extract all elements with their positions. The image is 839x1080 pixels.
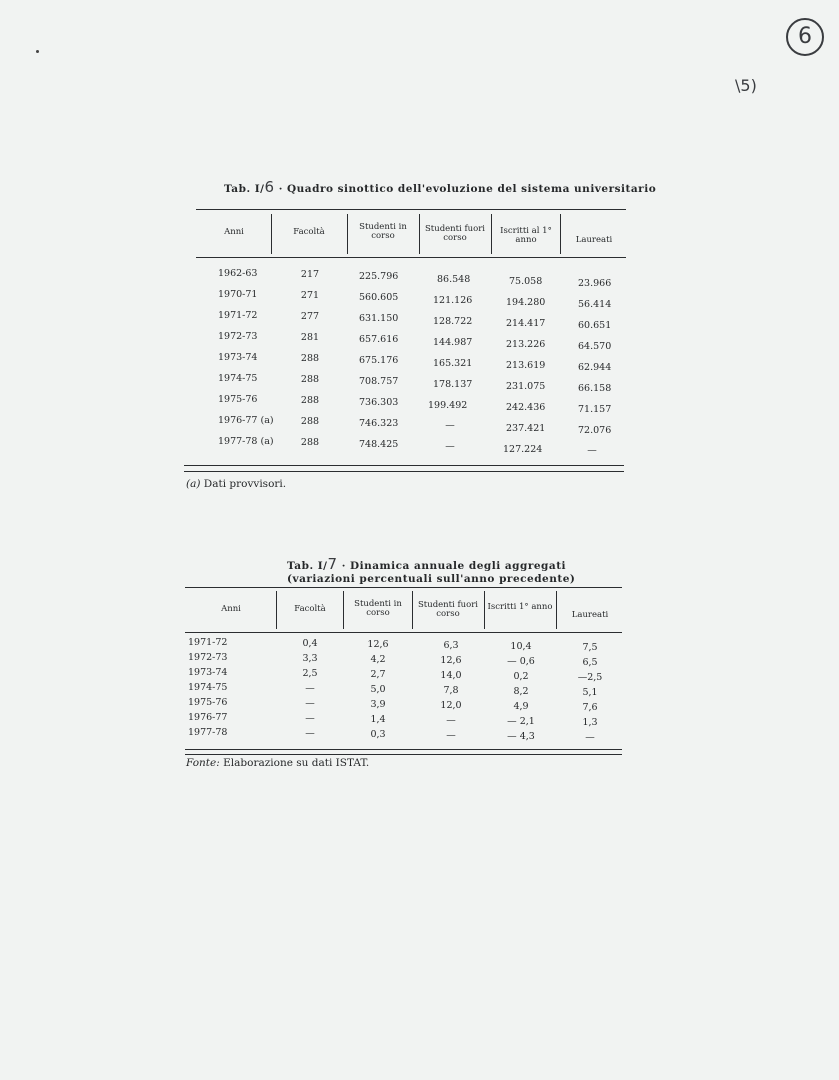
table2-header-facolta: Facoltà xyxy=(294,604,326,614)
table2-cell-laureati: 6,5 xyxy=(582,657,598,668)
table1-cell-anni: 1973-74 xyxy=(218,352,258,363)
table2-cell-anni: 1973-74 xyxy=(188,667,228,678)
table2-cell-iscritti: — 0,6 xyxy=(507,656,535,667)
table1-note-label: (a) xyxy=(186,478,201,490)
table1-title-prefix: Tab. I/ xyxy=(224,183,265,195)
table1-cell-laureati: — xyxy=(587,445,597,456)
table2-top-rule xyxy=(185,587,622,588)
table2-cell-iscritti: 10,4 xyxy=(510,641,532,652)
table2-cell-anni: 1975-76 xyxy=(188,697,228,708)
table2-source xyxy=(186,757,369,769)
table1-cell-laureati: 64.570 xyxy=(578,341,612,352)
table2-title-line1: · Dinamica annuale degli aggregati xyxy=(341,560,567,572)
table2-col-divider xyxy=(484,591,485,629)
table1-note-text: Dati provvisori. xyxy=(203,478,287,490)
table2-cell-facolta: 3,3 xyxy=(302,653,318,664)
table2-cell-anni: 1974-75 xyxy=(188,682,228,693)
table1-cell-fuori-corso: 86.548 xyxy=(437,274,471,285)
table2-cell-in-corso: 12,6 xyxy=(367,639,389,650)
table2-cell-in-corso: 0,3 xyxy=(370,729,386,740)
table2-cell-fuori-corso: 14,0 xyxy=(440,670,462,681)
table2-cell-iscritti: 4,9 xyxy=(513,701,529,712)
table1-header-laureati: Laureati xyxy=(575,235,613,245)
table2-cell-anni: 1971-72 xyxy=(188,637,228,648)
table1-header-facolta: Facoltà xyxy=(293,227,325,237)
table1-cell-fuori-corso: 121.126 xyxy=(433,295,473,306)
table1-cell-in-corso: 631.150 xyxy=(359,313,399,324)
table1-cell-facolta: 217 xyxy=(300,269,320,280)
table2-cell-anni: 1977-78 xyxy=(188,727,228,738)
table1-header-studenti-fuori-corso: Studenti fuori corso xyxy=(424,224,485,243)
table1-cell-anni: 1962-63 xyxy=(218,268,258,279)
table2-cell-facolta: — xyxy=(305,698,315,709)
table2-title xyxy=(287,555,575,585)
table2-cell-iscritti: — 2,1 xyxy=(507,716,535,727)
table2-cell-facolta: — xyxy=(305,683,315,694)
table1-cell-in-corso: 657.616 xyxy=(359,334,399,345)
table1-cell-laureati: 66.158 xyxy=(578,383,612,394)
table2-cell-in-corso: 4,2 xyxy=(370,654,386,665)
table2-header-anni: Anni xyxy=(221,604,241,614)
table2-header-rule xyxy=(185,632,622,633)
table1-header-iscritti: Iscritti al 1° anno xyxy=(500,226,552,245)
table1-title xyxy=(224,178,656,196)
table2-header-laureati: Laureati xyxy=(571,610,609,620)
table2-cell-anni: 1976-77 xyxy=(188,712,228,723)
table1-cell-iscritti: 213.226 xyxy=(506,339,546,350)
table2-col-divider xyxy=(343,591,344,629)
table2-cell-in-corso: 5,0 xyxy=(370,684,386,695)
table1-col-divider xyxy=(491,214,492,254)
table1-cell-laureati: 60.651 xyxy=(578,320,612,331)
table1-cell-facolta: 271 xyxy=(300,290,320,301)
table2-bottom-rule-2 xyxy=(185,754,622,755)
table1-title-number: 6 xyxy=(264,178,275,196)
table1-bottom-rule xyxy=(184,465,624,466)
table1-header-rule xyxy=(196,257,626,258)
table2-cell-laureati: — xyxy=(585,732,595,743)
table1-cell-anni: 1970-71 xyxy=(218,289,258,300)
table2-cell-laureati: 5,1 xyxy=(582,687,598,698)
table1-cell-iscritti: 127.224 xyxy=(503,444,543,455)
table1-cell-laureati: 72.076 xyxy=(578,425,612,436)
table2-title-line2: (variazioni percentuali sull'anno precedente) xyxy=(287,573,576,585)
table1-cell-iscritti: 231.075 xyxy=(506,381,546,392)
table2-header-studenti-fuori-corso: Studenti fuori corso xyxy=(417,600,478,619)
table1-cell-iscritti: 242.436 xyxy=(506,402,546,413)
table1-cell-anni: 1977-78 (a) xyxy=(218,436,274,447)
table2-cell-laureati: —2,5 xyxy=(577,672,603,683)
table2-cell-in-corso: 2,7 xyxy=(370,669,386,680)
table1-cell-fuori-corso: 199.492 xyxy=(428,400,468,411)
table1-cell-facolta: 288 xyxy=(300,353,320,364)
table1-cell-anni: 1974-75 xyxy=(218,373,258,384)
table1-cell-in-corso: 746.323 xyxy=(359,418,399,429)
table2-cell-fuori-corso: 6,3 xyxy=(443,640,459,651)
table1-cell-in-corso: 675.176 xyxy=(359,355,399,366)
table2-col-divider xyxy=(412,591,413,629)
table2-col-divider xyxy=(276,591,277,629)
table1-cell-iscritti: 213.619 xyxy=(506,360,546,371)
speck xyxy=(36,50,39,53)
table1-cell-anni: 1971-72 xyxy=(218,310,258,321)
table2-cell-in-corso: 3,9 xyxy=(370,699,386,710)
table1-note xyxy=(186,478,286,490)
table2-cell-fuori-corso: — xyxy=(446,730,456,741)
table1-cell-fuori-corso: — xyxy=(445,420,455,431)
table1-header-anni: Anni xyxy=(224,227,244,237)
table1-cell-laureati: 62.944 xyxy=(578,362,612,373)
table2-cell-iscritti: 0,2 xyxy=(513,671,529,682)
table2-source-text: Elaborazione su dati ISTAT. xyxy=(223,757,370,769)
table2-cell-anni: 1972-73 xyxy=(188,652,228,663)
table1-cell-fuori-corso: 128.722 xyxy=(433,316,473,327)
table2-cell-facolta: — xyxy=(305,713,315,724)
handwritten-note: \5) xyxy=(735,76,757,95)
table2-title-number: 7 xyxy=(327,555,338,573)
table1-header-studenti-in-corso: Studenti in corso xyxy=(359,222,407,241)
table2-cell-laureati: 7,5 xyxy=(582,642,598,653)
table1-cell-in-corso: 560.605 xyxy=(359,292,399,303)
table1-cell-in-corso: 748.425 xyxy=(359,439,399,450)
table1-cell-iscritti: 194.280 xyxy=(506,297,546,308)
table1-cell-fuori-corso: 144.987 xyxy=(433,337,473,348)
table2-header-studenti-in-corso: Studenti in corso xyxy=(354,599,402,618)
table2-cell-facolta: 0,4 xyxy=(302,638,318,649)
table1-cell-fuori-corso: 178.137 xyxy=(433,379,473,390)
table1-cell-facolta: 288 xyxy=(300,437,320,448)
table2-cell-fuori-corso: 12,6 xyxy=(440,655,462,666)
table2-col-divider xyxy=(556,591,557,629)
table1-cell-fuori-corso: — xyxy=(445,441,455,452)
table1-title-text: · Quadro sinottico dell'evoluzione del sistema universitario xyxy=(278,183,657,195)
table1-cell-in-corso: 708.757 xyxy=(359,376,399,387)
table1-cell-anni: 1972-73 xyxy=(218,331,258,342)
table1-cell-laureati: 56.414 xyxy=(578,299,612,310)
table1-cell-laureati: 23.966 xyxy=(578,278,612,289)
table2-cell-laureati: 1,3 xyxy=(582,717,598,728)
table2-cell-fuori-corso: 7,8 xyxy=(443,685,459,696)
table2-cell-facolta: 2,5 xyxy=(302,668,318,679)
table2-cell-laureati: 7,6 xyxy=(582,702,598,713)
table1-cell-laureati: 71.157 xyxy=(578,404,612,415)
table1-cell-fuori-corso: 165.321 xyxy=(433,358,473,369)
table1-cell-facolta: 288 xyxy=(300,395,320,406)
table2-bottom-rule xyxy=(185,749,622,750)
table1-cell-iscritti: 214.417 xyxy=(506,318,546,329)
table1-bottom-rule-2 xyxy=(184,471,624,472)
table1-cell-facolta: 288 xyxy=(300,416,320,427)
table2-cell-iscritti: 8,2 xyxy=(513,686,529,697)
table1-col-divider xyxy=(271,214,272,254)
table1-col-divider xyxy=(560,214,561,254)
table1-col-divider xyxy=(419,214,420,254)
table1-cell-in-corso: 736.303 xyxy=(359,397,399,408)
table1-cell-facolta: 288 xyxy=(300,374,320,385)
table1-cell-anni: 1976-77 (a) xyxy=(218,415,274,426)
page-number-circled: 6 xyxy=(786,18,824,56)
table1-cell-facolta: 277 xyxy=(300,311,320,322)
table2-source-label: Fonte: xyxy=(186,757,220,769)
table2-cell-fuori-corso: — xyxy=(446,715,456,726)
table1-col-divider xyxy=(347,214,348,254)
table2-cell-facolta: — xyxy=(305,728,315,739)
table1-cell-iscritti: 237.421 xyxy=(506,423,546,434)
table2-title-prefix: Tab. I/ xyxy=(287,560,328,572)
table1-cell-facolta: 281 xyxy=(300,332,320,343)
table1-top-rule xyxy=(196,209,626,210)
table1-cell-anni: 1975-76 xyxy=(218,394,258,405)
table2-header-iscritti: Iscritti 1° anno xyxy=(487,602,553,612)
table1-cell-in-corso: 225.796 xyxy=(359,271,399,282)
table2-cell-fuori-corso: 12,0 xyxy=(440,700,462,711)
table2-cell-in-corso: 1,4 xyxy=(370,714,386,725)
table2-cell-iscritti: — 4,3 xyxy=(507,731,535,742)
table1-cell-iscritti: 75.058 xyxy=(509,276,543,287)
